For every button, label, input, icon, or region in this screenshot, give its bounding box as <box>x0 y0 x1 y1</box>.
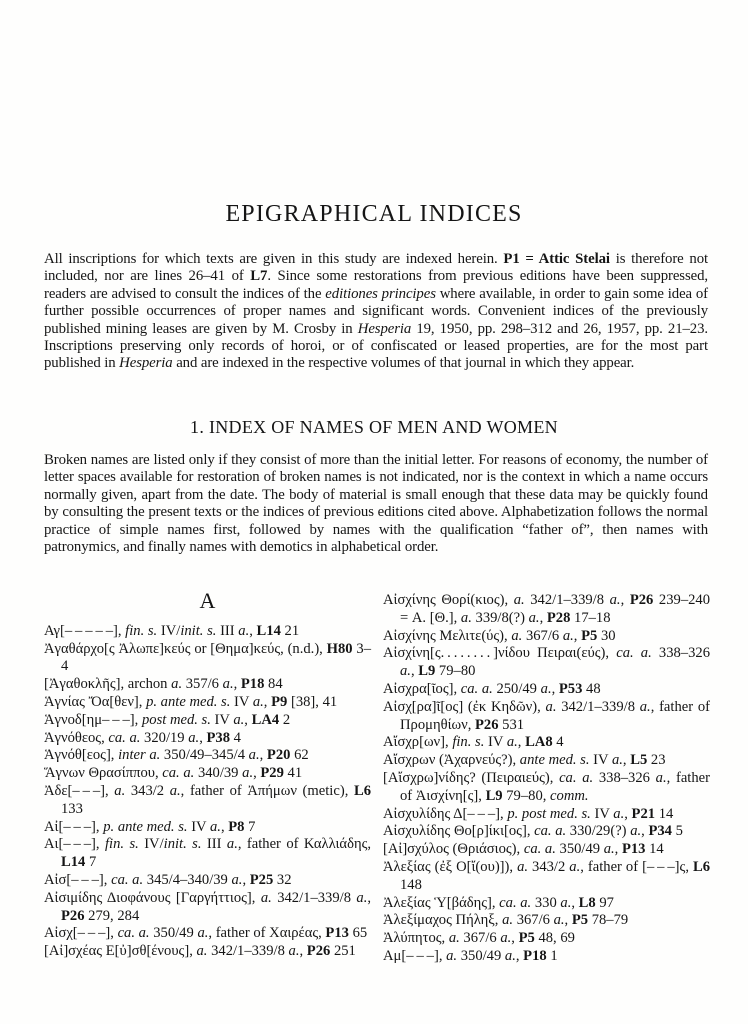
intro-paragraph <box>44 251 708 373</box>
index-entry <box>44 819 371 837</box>
text-run: a. <box>197 925 209 942</box>
text-run: , <box>367 889 372 906</box>
text-run: L14 <box>61 854 86 871</box>
text-run: 251 <box>330 943 356 960</box>
text-run: 133 <box>61 800 83 817</box>
text-run: a. <box>171 676 183 693</box>
text-run: Ἁγνοδ[ημ– – –], <box>44 711 142 728</box>
text-run: a. <box>114 782 126 799</box>
text-run: Αἰσχ[ρα]ῖ[ος] (ἐκ Κηδῶν), <box>383 698 546 715</box>
text-run: a. <box>288 943 300 960</box>
text-run: P34 <box>648 823 672 840</box>
text-run: init. s. <box>163 836 207 853</box>
text-run: , father of Χαιρέας, <box>208 925 326 942</box>
text-run: P5 <box>581 627 598 644</box>
text-run: P9 <box>271 693 288 710</box>
index-entry <box>44 836 371 872</box>
text-run: 7 <box>85 854 97 871</box>
text-run: 339/8(?) <box>471 609 529 626</box>
text-run: Αι[– – –], <box>44 836 105 853</box>
text-run: All inscriptions for which texts are given in this study are indexed herein. <box>44 251 504 267</box>
text-run: P26 <box>306 943 331 960</box>
text-run: fin. s. <box>125 622 161 639</box>
text-run: , father of Καλλιάδης, <box>237 836 372 853</box>
text-run: , <box>614 841 622 858</box>
text-run: L6 <box>353 782 371 799</box>
text-run: IV <box>593 752 612 769</box>
text-run: 2 <box>279 711 291 728</box>
index-column-left <box>44 588 372 966</box>
text-run: , <box>624 805 632 822</box>
text-run: P26 <box>61 907 85 924</box>
text-run: a. <box>169 782 181 799</box>
text-run: Ἁγνίας Ὄα[θεν], <box>44 693 147 710</box>
text-run: 350/49 <box>555 841 604 858</box>
section-intro-paragraph <box>44 452 708 556</box>
text-run: 78–79 <box>588 912 629 929</box>
text-run: a. <box>562 627 574 644</box>
text-run: p. ante med. s. <box>103 818 192 835</box>
text-run: 279, 284 <box>84 907 140 924</box>
text-run: a. <box>222 676 234 693</box>
text-run: , <box>299 943 307 960</box>
text-run: Hesperia <box>357 320 412 337</box>
text-run: [38], 41 <box>287 693 338 710</box>
text-run: 62 <box>290 747 309 764</box>
text-run: ca. a. <box>162 765 195 782</box>
index-entry <box>383 895 710 913</box>
text-run: a. <box>233 711 245 728</box>
text-run: P18 <box>523 947 547 964</box>
text-run: a. <box>504 947 516 964</box>
text-run: a. <box>639 698 651 715</box>
index-column-right <box>383 592 710 966</box>
text-run: P18 <box>240 676 265 693</box>
text-run: inter a. <box>118 747 161 764</box>
text-run: , <box>253 765 261 782</box>
text-run: , <box>573 627 582 644</box>
text-run: III <box>206 836 227 853</box>
text-run: , <box>410 663 419 680</box>
index-entry <box>383 948 710 966</box>
text-run: Αἰσχρα[ῖος], <box>383 680 461 697</box>
text-run: [Ἀγαθοκλῆς], archon <box>44 676 172 693</box>
text-run: 1 <box>546 947 558 964</box>
text-run: 342/1–339/8 <box>524 592 610 608</box>
text-run: a. <box>448 930 460 947</box>
text-run: and are indexed in the respective volumes of that journal in which they appear. <box>172 355 635 372</box>
index-entry <box>383 770 710 806</box>
text-run: IV/ <box>144 836 164 853</box>
section-heading: 1. INDEX OF NAMES OF MEN AND WOMEN <box>190 417 558 437</box>
text-run: a. <box>540 680 552 697</box>
text-run: a. <box>260 889 272 906</box>
text-run: editiones principes <box>325 285 436 302</box>
text-run: Αγ[– – – – –], <box>44 622 126 639</box>
text-run: P25 <box>249 871 274 888</box>
page-title: EPIGRAPHICAL INDICES <box>225 201 523 227</box>
text-run: 367/6 <box>522 627 563 644</box>
text-run: 531 <box>498 716 525 733</box>
index-entry <box>383 645 710 681</box>
text-run: 342/1–339/8 <box>271 889 357 906</box>
index-entry <box>44 676 371 694</box>
index-entry <box>383 859 710 895</box>
text-run: , <box>539 609 547 626</box>
text-run: , <box>622 752 631 769</box>
index-entry <box>44 890 371 926</box>
text-run: a. <box>188 729 200 746</box>
text-run: a. <box>400 663 411 680</box>
text-run: a. <box>545 698 557 715</box>
text-run: IV <box>234 693 253 710</box>
text-run: 3–4 <box>61 640 371 675</box>
text-run: 345/4–340/39 <box>143 871 232 888</box>
letter-header-a: A <box>199 588 216 613</box>
text-run: 79–80 <box>435 663 476 680</box>
text-run: 338–326 <box>593 769 656 786</box>
text-run: ca. a. <box>499 894 532 911</box>
text-run: P13 <box>621 841 646 858</box>
text-run: 338–326 <box>651 645 710 662</box>
text-run: L7 <box>250 268 268 285</box>
text-run: fin. s. <box>452 734 489 751</box>
text-run: Ἀλεξίας Ὑ[βάδης], <box>383 894 500 911</box>
text-run: , <box>259 747 267 764</box>
text-run: a. <box>528 609 540 626</box>
text-run: ca. a. <box>534 823 567 840</box>
text-run: 97 <box>595 894 614 911</box>
text-run: III <box>220 622 239 639</box>
text-run: 30 <box>597 627 616 644</box>
text-run: a. <box>226 836 238 853</box>
index-entry <box>383 681 710 699</box>
text-run: a. <box>500 930 512 947</box>
text-run: P21 <box>631 805 656 822</box>
text-run: P28 <box>546 609 571 626</box>
text-run: LA8 <box>525 734 553 751</box>
text-run: 19, 1950, pp. 298–312 and 26, 1957, pp. 21–23. Inscriptions preserving only records of horoi, or of confiscated or leased properties, are for the most part published in <box>44 320 708 372</box>
text-run: ca. a. <box>460 680 493 697</box>
text-run: ca. a. <box>523 841 556 858</box>
text-run: P5 <box>571 912 589 929</box>
text-run: 342/1–339/8 <box>556 698 640 715</box>
text-run: Αἰσχυλίδης Δ[– – –], <box>383 805 508 822</box>
text-run: 21 <box>280 622 300 639</box>
text-run: P38 <box>206 729 231 746</box>
text-run: a. <box>655 769 667 786</box>
index-entry <box>383 841 710 859</box>
text-run: 343/2 <box>125 782 170 799</box>
text-run: , <box>242 871 250 888</box>
text-run: 239–240 = Α. [Θ.], <box>400 592 711 626</box>
text-run: a. <box>611 752 623 769</box>
text-run: [Αἰ]σχέας Ε[ὐ]σθ[ένους], <box>44 943 197 960</box>
text-run: 84 <box>264 676 283 693</box>
text-run: a. <box>513 592 525 608</box>
text-run: 250/49 <box>492 680 541 697</box>
text-run: , father of [– – –]ς, <box>580 858 693 875</box>
text-run: 148 <box>400 876 422 893</box>
text-run: IV/ <box>160 622 181 639</box>
index-entry <box>44 641 371 677</box>
text-run: 320/19 <box>140 729 189 746</box>
text-run: 7 <box>244 818 256 835</box>
text-run: 23 <box>647 752 666 769</box>
text-run: P53 <box>558 680 583 697</box>
text-run: IV <box>594 805 614 822</box>
text-run: Hesperia <box>119 355 173 372</box>
text-run: Αἰσ[– – –], <box>44 871 112 888</box>
text-run: comm. <box>550 787 589 804</box>
text-run: 4 <box>552 734 564 751</box>
text-run: a. <box>613 805 625 822</box>
text-run: Αἰσχίνη[ς. . . . . . . . ]νίδου Πειραι(εύς), <box>383 645 617 662</box>
text-run: p. ante med. s. <box>146 693 235 710</box>
text-run: P29 <box>260 765 284 782</box>
text-run: is therefore not included, nor are lines 26–41 of <box>44 251 709 285</box>
text-run: P8 <box>228 818 245 835</box>
text-run: a. <box>560 894 572 911</box>
text-run: ca. a. <box>616 645 652 662</box>
index-entry <box>44 623 371 641</box>
index-entry <box>383 699 710 735</box>
text-run: , <box>551 680 559 697</box>
text-run: a. <box>460 609 472 626</box>
text-run: a. <box>569 858 581 875</box>
text-run: , <box>244 711 252 728</box>
text-run: , <box>199 729 207 746</box>
text-run: Ἅγνων Θρασίππου, <box>44 765 163 782</box>
text-run: 41 <box>283 765 303 782</box>
text-run: a. <box>209 818 221 835</box>
text-run: P26 <box>629 592 654 608</box>
index-entry <box>44 747 371 765</box>
text-run: a. <box>248 747 260 764</box>
text-run: Αἰσχίνης Θορί(κιος), <box>383 592 514 608</box>
text-run: , <box>641 823 649 840</box>
index-entry <box>44 730 371 748</box>
text-run: 14 <box>645 841 664 858</box>
text-run: , <box>249 622 257 639</box>
text-run: where available, in order to gain some idea of further possible occurrences of proper names and significant words. Convenient indices of the previously published mining leases are given by M. Crosby in <box>44 285 708 337</box>
text-run: L14 <box>256 622 281 639</box>
index-entry <box>383 930 710 948</box>
text-run: Αἴσχρων (Ἀχαρνεύς?), <box>383 752 520 769</box>
text-run: L9 <box>485 787 503 804</box>
text-run: [Αἴσχρω]νίδης? (Πειραιεύς), <box>383 769 560 786</box>
index-entry <box>44 765 371 783</box>
text-run: fin. s. <box>104 836 145 853</box>
text-run: IV <box>214 711 234 728</box>
text-run: H80 <box>326 640 353 657</box>
text-run: a. <box>356 889 368 906</box>
text-run: a. <box>517 858 529 875</box>
text-run: ante med. s. <box>519 752 594 769</box>
text-run: 17–18 <box>570 609 611 626</box>
text-run: 32 <box>273 871 292 888</box>
text-run: LA4 <box>251 711 280 728</box>
text-run: 5 <box>671 823 683 840</box>
text-run: a. <box>242 765 254 782</box>
text-run: ca. a. <box>117 925 150 942</box>
text-run: , <box>620 592 630 608</box>
text-run: 330 <box>531 894 561 911</box>
text-run: IV <box>191 818 210 835</box>
text-run: , <box>263 693 272 710</box>
text-run: 14 <box>655 805 674 822</box>
index-entries-left <box>44 623 371 961</box>
index-entry <box>383 628 710 646</box>
text-run: 343/2 <box>528 858 570 875</box>
index-two-column-section <box>44 588 711 966</box>
text-run: [Αἰ]σχύλος (Θριάσιος), <box>383 841 524 858</box>
text-run: P5 <box>518 930 535 947</box>
text-run: 350/49 <box>149 925 198 942</box>
text-run: , father of Ἀισχίνη[ς], <box>400 769 710 804</box>
text-run: 330/29(?) <box>566 823 631 840</box>
text-run: a. <box>238 622 250 639</box>
text-run: a. <box>609 592 621 608</box>
text-run: a. <box>252 693 264 710</box>
text-run: post med. s. <box>141 711 215 728</box>
text-run: , father of Προμηθίων, <box>400 698 710 733</box>
index-entry <box>383 752 710 770</box>
text-run: , <box>517 734 526 751</box>
text-run: a. <box>446 947 458 964</box>
text-run: a. <box>506 734 518 751</box>
text-run: a. <box>231 871 243 888</box>
text-run: L5 <box>630 752 648 769</box>
index-entry <box>383 912 710 930</box>
text-run: . Since some restorations from previous editions have been suppressed, readers are advised to consult the indices of the <box>44 268 708 302</box>
text-run: Ἀλεξίας (ἐξ Ο[ἴ(ου)]), <box>383 858 518 875</box>
index-entry <box>44 694 371 712</box>
text-run: , <box>233 676 241 693</box>
text-run: P13 <box>325 925 349 942</box>
text-run: L6 <box>692 858 711 875</box>
text-run: a. <box>502 912 514 929</box>
text-run: Ἁγνόθεος, <box>44 729 109 746</box>
text-run: 340/39 <box>194 765 243 782</box>
text-run: Ἀλεξίμαχος Πήληξ, <box>383 912 503 929</box>
index-entry <box>383 823 710 841</box>
text-run: , <box>220 818 229 835</box>
text-run: P26 <box>475 716 499 733</box>
index-entry <box>44 925 371 943</box>
text-run: Αἰσιμίδης Διοφάνους [Γαργήττιος], <box>44 889 261 906</box>
text-run: 350/49 <box>457 947 505 964</box>
text-run: 79–80, <box>502 787 551 804</box>
text-run: 65 <box>348 925 368 942</box>
text-run: Αἰσχυλίδης Θο[ρ]ίκι[ος], <box>383 823 535 840</box>
text-run: 367/6 <box>513 912 554 929</box>
text-run: Ἀδε[– – –], <box>44 782 115 799</box>
text-run: a. <box>553 912 565 929</box>
text-run: , <box>564 912 572 929</box>
text-run: Ἁγνόθ[εος], <box>44 747 119 764</box>
text-run: ca. a. <box>111 871 144 888</box>
text-run: , <box>571 894 579 911</box>
text-run: init. s. <box>180 622 221 639</box>
text-run: a. <box>630 823 642 840</box>
index-entry <box>44 872 371 890</box>
text-run: Αμ[– – –], <box>383 947 447 964</box>
index-entry <box>383 806 710 824</box>
text-run: a. <box>603 841 615 858</box>
text-run: 367/6 <box>459 930 501 947</box>
text-run: , <box>515 947 524 964</box>
text-run: p. post med. s. <box>507 805 595 822</box>
text-run: 350/49–345/4 <box>160 747 249 764</box>
text-run: Αἰσχ[– – –], <box>44 925 118 942</box>
index-entry <box>383 734 710 752</box>
text-run: a. <box>511 627 523 644</box>
text-run: 4 <box>230 729 241 746</box>
text-run: ca. a. <box>559 769 594 786</box>
text-run: 357/6 <box>182 676 223 693</box>
text-run: ca. a. <box>108 729 141 746</box>
text-run: P1 = Attic Stelai <box>503 251 610 267</box>
index-entry <box>44 783 371 819</box>
text-run: 342/1–339/8 <box>207 943 289 960</box>
text-run: 48, 69 <box>534 930 575 947</box>
text-run: IV <box>488 734 507 751</box>
text-run: L8 <box>578 894 596 911</box>
index-entry <box>44 943 371 961</box>
text-run: 48 <box>582 680 601 697</box>
text-run: a. <box>196 943 208 960</box>
index-entry <box>383 592 710 628</box>
text-run: , father of Ἀπήμων (metic), <box>180 782 354 799</box>
text-run: , <box>511 930 519 947</box>
text-run: Αἰ[– – –], <box>44 818 104 835</box>
text-run: Ἀγαθάρχο[ς Ἀλωπε]κεύς or [Θημα]κεύς, (n.d.), <box>44 640 327 657</box>
text-run: Αἰσχίνης Μελιτε(ύς), <box>383 627 512 644</box>
text-run: P20 <box>266 747 291 764</box>
text-run: Ἀλύπητος, <box>383 930 449 947</box>
text-run: Αἴσχρ[ων], <box>383 734 453 751</box>
text-run: Broken names are listed only if they consist of more than the initial letter. For reasons of economy, the number of letter spaces available for restoration of broken names is not indicated, nor is the context in which a name occurs normally given, apart from the date. The body of material is small enough that these data may be quickly found by consulting the present texts or the indices of previous editions cited above. Alphabetization follows the normal practice of simple names first, followed by names with the qualification “father of”, then names with patronymics, and finally names with demotics in alphabetical order. <box>44 452 708 556</box>
text-run: L9 <box>418 663 436 680</box>
index-entry <box>44 712 371 730</box>
